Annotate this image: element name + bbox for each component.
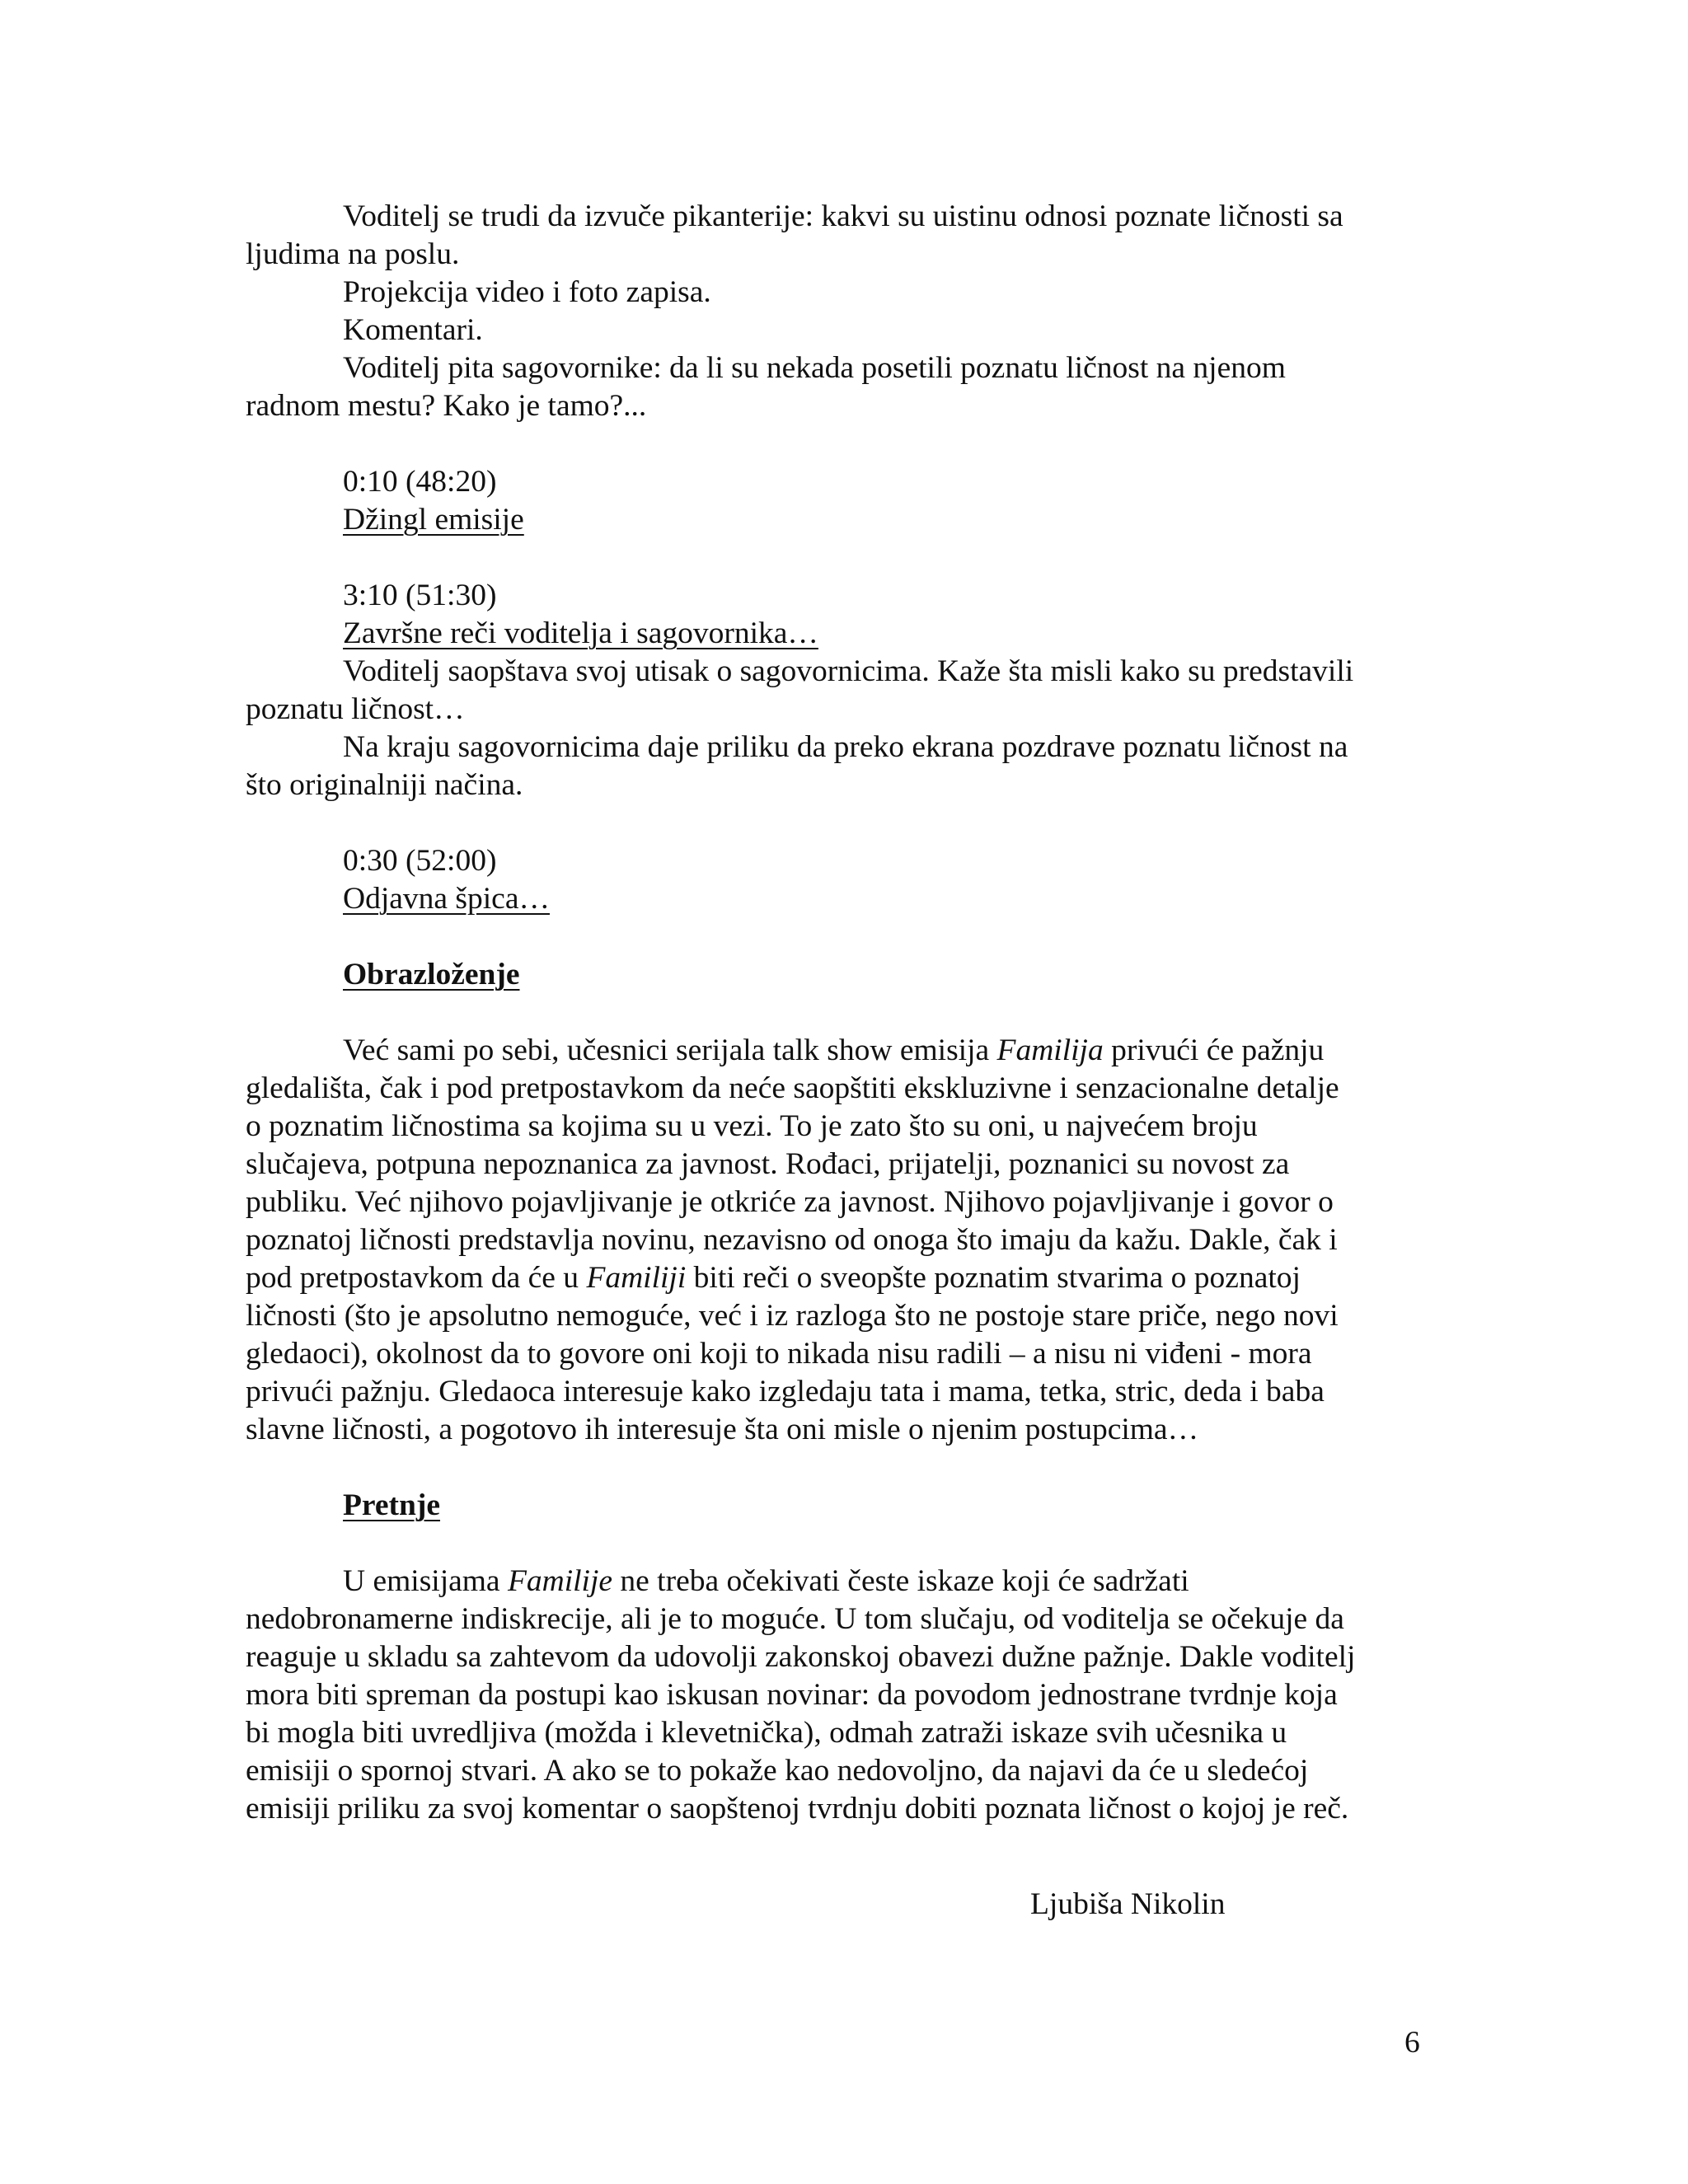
intro-line: ljudima na poslu.: [246, 237, 460, 271]
intro-line: Voditelj se trudi da izvuče pikanterije: kakvi su uistinu odnosi poznate ličnosti sa: [343, 199, 1343, 233]
segment-line: Na kraju sagovornicima daje priliku da preko ekrana pozdrave poznatu ličnost na: [343, 730, 1348, 764]
segment-time: 3:10 (51:30): [343, 579, 497, 612]
paragraph-line: slučajeva, potpuna nepoznanica za javnost. Rođaci, prijatelji, poznanici su novost za: [246, 1147, 1290, 1181]
show-title: Familiji: [586, 1261, 687, 1295]
section-heading-obrazlozenje: Obrazloženje: [343, 958, 520, 991]
paragraph-line: emisiji o spornoj stvari. A ako se to pokaže kao nedovoljno, da najavi da će u sledećoj: [246, 1754, 1309, 1788]
paragraph-line: mora biti spreman da postupi kao iskusan novinar: da povodom jednostrane tvrdnje koja: [246, 1678, 1338, 1712]
section-heading-pretnje: Pretnje: [343, 1488, 440, 1522]
segment-line: Voditelj saopštava svoj utisak o sagovornicima. Kaže šta misli kako su predstavili: [343, 654, 1354, 688]
segment-time: 0:10 (48:20): [343, 465, 497, 499]
segment-line: što originalniji načina.: [246, 768, 523, 802]
paragraph-line: poznatoj ličnosti predstavlja novinu, nezavisno od onoga što imaju da kažu. Dakle, čak i: [246, 1223, 1338, 1257]
show-title: Familije: [507, 1564, 613, 1598]
intro-line: radnom mestu? Kako je tamo?...: [246, 389, 647, 423]
intro-line: Projekcija video i foto zapisa.: [343, 275, 711, 309]
paragraph-line: U emisijama Familije ne treba očekivati česte iskaze koji će sadržati: [343, 1564, 1189, 1598]
segment-title: Džingl emisije: [343, 503, 524, 537]
segment-line: poznatu ličnost…: [246, 692, 465, 726]
paragraph-line: reaguje u skladu sa zahtevom da udovolji zakonskoj obavezi dužne pažnje. Dakle voditelj: [246, 1640, 1356, 1674]
paragraph-line: nedobronamerne indiskrecije, ali je to moguće. U tom slučaju, od voditelja se očekuje da: [246, 1602, 1344, 1636]
segment-title: Završne reči voditelja i sagovornika…: [343, 616, 818, 650]
author-signature: Ljubiša Nikolin: [1030, 1887, 1226, 1921]
paragraph-line: gledališta, čak i pod pretpostavkom da neće saopštiti ekskluzivne i senzacionalne detalje: [246, 1071, 1339, 1105]
segment-title: Odjavna špica…: [343, 882, 550, 916]
paragraph-line: pod pretpostavkom da će u Familiji biti reči o sveopšte poznatim stvarima o poznatoj: [246, 1261, 1301, 1295]
intro-line: Komentari.: [343, 313, 483, 347]
intro-line: Voditelj pita sagovornike: da li su nekada posetili poznatu ličnost na njenom: [343, 351, 1286, 385]
paragraph-line: slavne ličnosti, a pogotovo ih interesuje šta oni misle o njenim postupcima…: [246, 1413, 1199, 1446]
segment-time: 0:30 (52:00): [343, 844, 497, 878]
paragraph-line: bi mogla biti uvredljiva (možda i klevetnička), odmah zatraži iskaze svih učesnika u: [246, 1716, 1287, 1750]
paragraph-line: o poznatim ličnostima sa kojima su u vezi. To je zato što su oni, u najvećem broju: [246, 1109, 1258, 1143]
paragraph-line: emisiji priliku za svoj komentar o saopštenoj tvrdnju dobiti poznata ličnost o kojoj je reč.: [246, 1792, 1349, 1825]
paragraph-line: Već sami po sebi, učesnici serijala talk show emisija Familija privući će pažnju: [343, 1033, 1325, 1067]
paragraph-line: gledaoci), okolnost da to govore oni koji to nikada nisu radili – a nisu ni viđeni - mora: [246, 1337, 1312, 1371]
paragraph-line: privući pažnju. Gledaoca interesuje kako izgledaju tata i mama, tetka, stric, deda i baba: [246, 1375, 1325, 1408]
paragraph-line: ličnosti (što je apsolutno nemoguće, već i iz razloga što ne postoje stare priče, nego novi: [246, 1299, 1339, 1333]
show-title: Familija: [996, 1033, 1104, 1067]
page-number: 6: [1404, 2026, 1420, 2060]
paragraph-line: publiku. Već njihovo pojavljivanje je otkriće za javnost. Njihovo pojavljivanje i govor o: [246, 1185, 1334, 1219]
